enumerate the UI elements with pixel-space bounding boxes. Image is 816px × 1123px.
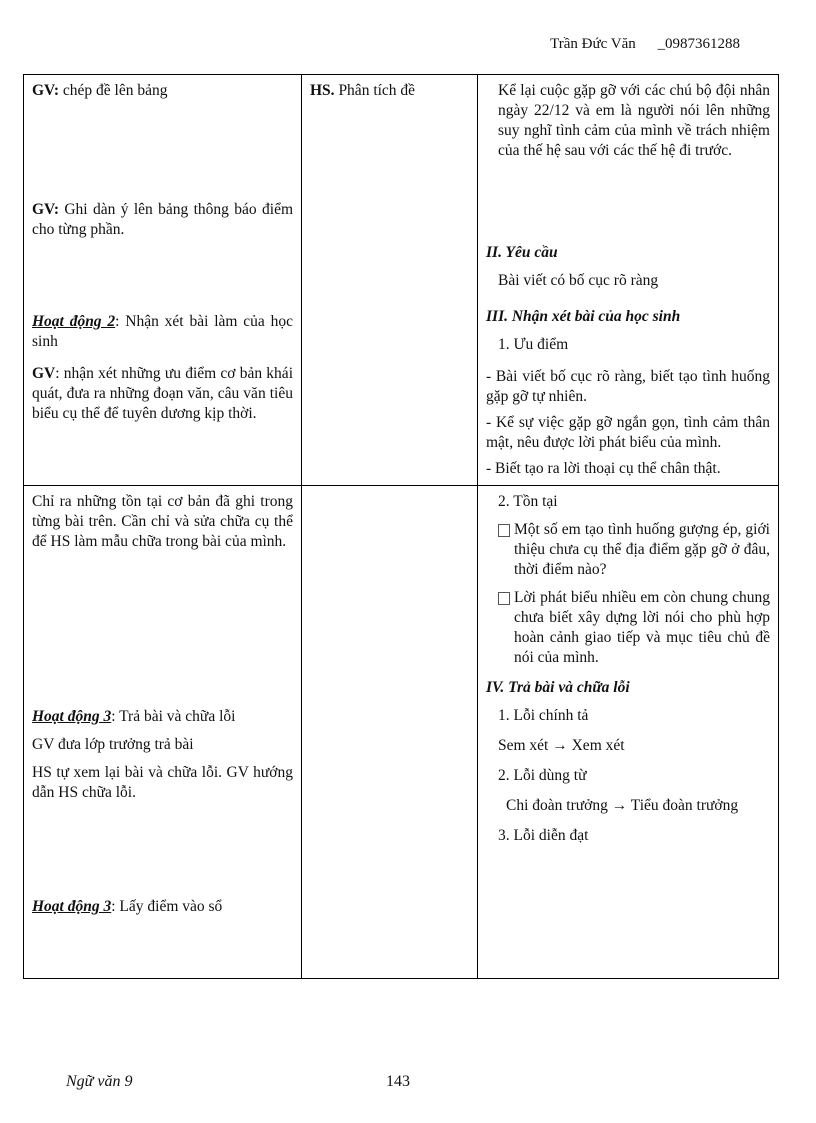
teacher-activity-cell: [24, 75, 302, 486]
error-word-use: 2. Lỗi dùng từ: [498, 767, 587, 784]
issue-bullet-1: [486, 520, 770, 580]
lesson-table: [23, 74, 779, 979]
gv-comment: [32, 364, 293, 424]
gv-label: GV: [32, 365, 56, 382]
gv-text: : nhận xét những ưu điểm cơ bản khái quát, đưa ra những đoạn văn, câu văn tiêu biểu cụ thể để tuyên dương kịp thời.: [32, 365, 293, 422]
activity-label: Hoạt động 3: [32, 708, 112, 725]
page-number: 143: [386, 1073, 410, 1090]
return-papers: GV đưa lớp trưởng trả bài: [32, 736, 194, 753]
topic-text: Kể lại cuộc gặp gỡ với các chú bộ đội nhân ngày 22/12 và em là người nói lên những suy nghĩ tình cảm của mình về trách nhiệm của thế hệ sau với các thế hệ đi trước.: [498, 82, 770, 159]
gv-text: chép đề lên bảng: [59, 82, 168, 99]
activity-label: Hoạt động 2: [32, 313, 116, 330]
strength-1: - Bài viết bố cục rõ ràng, biết tạo tình huống gặp gỡ tự nhiên.: [486, 368, 770, 405]
gv-label: GV:: [32, 82, 59, 99]
hs-text: Phân tích đề: [334, 82, 416, 99]
table-row: [24, 486, 779, 979]
section-3-title: III. Nhận xét bài của học sinh: [486, 308, 681, 325]
hs-analyze: [310, 81, 469, 101]
error-spelling-fix: Sem xét → Xem xét: [498, 737, 625, 754]
gv-copy-topic: [32, 81, 293, 101]
strength-2: - Kể sự việc gặp gỡ ngắn gọn, tình cảm thân mật, nêu được lời phát biểu của mình.: [486, 414, 770, 451]
section-2-title: II. Yêu cầu: [486, 244, 558, 261]
table-row: [24, 75, 779, 486]
student-activity-cell: [302, 486, 478, 979]
author-phone: _0987361288: [657, 36, 740, 52]
bullet-text: Lời phát biểu nhiều em còn chung chung chưa biết xây dựng lời nói cho phù hợp hoàn cảnh giao tiếp và mục tiêu chủ đề nói của mình.: [514, 589, 770, 666]
section-4-title: IV. Trả bài và chữa lỗi: [486, 679, 630, 696]
fix-errors: HS tự xem lại bài và chữa lỗi. GV hướng dẫn HS chữa lỗi.: [32, 764, 293, 801]
book-title: Ngữ văn 9: [66, 1073, 133, 1090]
error-expression: 3. Lỗi diễn đạt: [498, 827, 589, 844]
activity-text: : Nhận xét bài làm của học sinh: [32, 313, 293, 350]
issues-text: Chỉ ra những tồn tại cơ bản đã ghi trong từng bài trên. Cần chỉ và sửa chữa cụ thể để HS làm mẫu chữa trong bài của mình.: [32, 493, 293, 550]
gv-text: Ghi dàn ý lên bảng thông báo điểm cho từng phần.: [32, 201, 293, 238]
hs-label: HS.: [310, 82, 335, 99]
strength-3: - Biết tạo ra lời thoại cụ thể chân thật.: [486, 460, 721, 477]
activity-text: : Trả bài và chữa lỗi: [111, 708, 236, 725]
section-2-text: Bài viết có bố cục rõ ràng: [498, 272, 659, 289]
activity-label: Hoạt động 3: [32, 898, 112, 915]
gv-label: GV:: [32, 201, 59, 218]
error-spelling: 1. Lỗi chính tả: [498, 707, 589, 724]
activity-3: [32, 707, 293, 727]
issue-bullet-2: [486, 588, 770, 668]
activity-3b: [32, 897, 293, 917]
checkbox-bullet-icon: [498, 524, 510, 537]
student-activity-cell: [302, 75, 478, 486]
page-header: [550, 36, 740, 53]
error-word-use-fix: Chi đoàn trưởng → Tiểu đoàn trưởng: [506, 797, 739, 814]
author-name: Trần Đức Văn: [550, 36, 636, 52]
gv-outline: [32, 200, 293, 240]
bullet-text: Một số em tạo tình huống gượng ép, giới thiệu chưa cụ thể địa điểm gặp gỡ ở đâu, thời điểm nào?: [514, 521, 770, 578]
activity-2: [32, 312, 293, 352]
checkbox-bullet-icon: [498, 592, 510, 605]
section-3-sub2: 2. Tồn tại: [498, 493, 558, 510]
content-cell: [478, 486, 779, 979]
activity-text: : Lấy điểm vào sổ: [111, 898, 223, 915]
teacher-activity-cell: [24, 486, 302, 979]
content-cell: [478, 75, 779, 486]
section-3-sub1: 1. Ưu điểm: [498, 336, 569, 353]
